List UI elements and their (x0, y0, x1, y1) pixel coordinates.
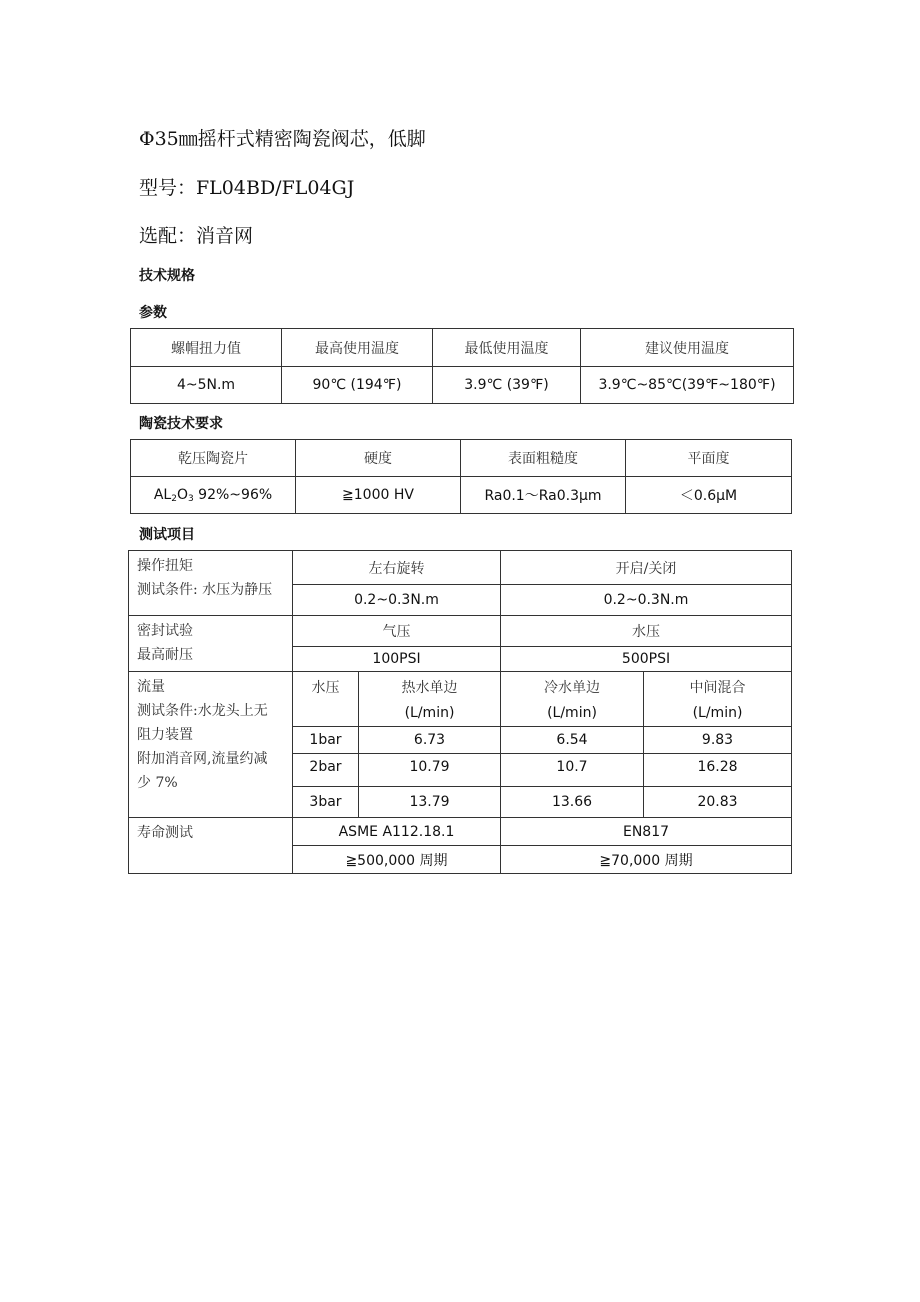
flow-pressure: 3bar (293, 787, 359, 818)
flow-mixed: 20.83 (644, 787, 792, 818)
torque-open-close-value: 0.2~0.3N.m (501, 585, 792, 616)
flow-header-hot-line1: 热水单边 (401, 680, 458, 696)
flow-cold: 6.54 (501, 727, 644, 754)
header-nut-torque: 螺帽扭力值 (131, 329, 282, 367)
flow-label (129, 672, 293, 818)
seal-water-header: 水压 (501, 616, 792, 647)
flow-hot: 10.79 (359, 754, 501, 787)
product-title: Φ35㎜摇杆式精密陶瓷阀芯，低脚 (139, 128, 426, 150)
seal-label (129, 616, 293, 672)
ceramic-header-row (131, 440, 792, 477)
life-en817-header: EN817 (501, 818, 792, 846)
seal-air-header: 气压 (293, 616, 501, 647)
header-min-temp: 最低使用温度 (433, 329, 581, 367)
flow-header-cold-line1: 冷水单边 (544, 680, 600, 696)
value-flatness: ＜0.6μM (626, 477, 792, 514)
torque-rotate-value: 0.2~0.3N.m (293, 585, 501, 616)
seal-air-value: 100PSI (293, 647, 501, 672)
ceramic-table (130, 439, 792, 514)
flow-mixed: 16.28 (644, 754, 792, 787)
flow-header-cold-unit: (L/min) (547, 705, 597, 721)
life-label-text: 寿命测试 (137, 825, 193, 841)
flow-cold: 13.66 (501, 787, 644, 818)
value-roughness: Ra0.1～Ra0.3μm (461, 477, 626, 514)
seal-label-line2: 最高耐压 (137, 647, 193, 663)
flow-header-mixed-unit: (L/min) (692, 705, 743, 721)
torque-label-line2: 测试条件: 水压为静压 (137, 582, 273, 598)
material-suffix: 92%~96% (193, 486, 273, 503)
torque-open-close-header: 开启/关闭 (501, 551, 792, 585)
life-label (129, 818, 293, 874)
torque-rotate-header: 左右旋转 (293, 551, 501, 585)
flow-hot: 6.73 (359, 727, 501, 754)
flow-label-line1: 流量 (137, 679, 165, 695)
flow-pressure: 2bar (293, 754, 359, 787)
flow-header-mixed (644, 672, 792, 727)
flow-header-pressure-text: 水压 (311, 680, 340, 696)
header-roughness: 表面粗糙度 (461, 440, 626, 477)
value-material (131, 477, 296, 514)
flow-label-line3: 阻力装置 (137, 727, 193, 743)
flow-label-line4: 附加消音网,流量约减 (137, 751, 268, 767)
params-value-row (131, 367, 794, 404)
section-ceramic-heading: 陶瓷技术要求 (139, 416, 223, 432)
seal-header-row (129, 616, 792, 647)
flow-header-cold (501, 672, 644, 727)
flow-header-hot-unit: (L/min) (404, 705, 455, 721)
material-subscript-1: 2 (171, 493, 177, 504)
flow-label-line5: 少 7% (137, 775, 178, 791)
flow-header-mixed-line1: 中间混合 (689, 680, 746, 696)
section-spec-heading: 技术规格 (139, 268, 195, 284)
flow-label-line2: 测试条件:水龙头上无 (137, 703, 268, 719)
params-table (130, 328, 794, 404)
material-subscript-2: 3 (188, 493, 194, 504)
torque-header-row (129, 551, 792, 585)
value-max-temp: 90℃ (194℉) (282, 367, 433, 404)
header-flatness: 平面度 (626, 440, 792, 477)
model-number: 型号：FL04BD/FL04GJ (139, 177, 355, 199)
flow-header-row (129, 672, 792, 727)
header-hardness: 硬度 (296, 440, 461, 477)
option-line: 选配：消音网 (139, 225, 254, 247)
value-min-temp: 3.9℃ (39℉) (433, 367, 581, 404)
header-ceramic-plate: 乾压陶瓷片 (131, 440, 296, 477)
header-recommended-temp: 建议使用温度 (581, 329, 794, 367)
seal-label-line1: 密封试验 (137, 623, 193, 639)
torque-label-line1: 操作扭矩 (137, 558, 193, 574)
flow-hot: 13.79 (359, 787, 501, 818)
value-hardness: ≧1000 HV (296, 477, 461, 514)
material-mid: O (176, 486, 188, 503)
torque-label (129, 551, 293, 616)
flow-header-pressure (293, 672, 359, 727)
flow-header-hot (359, 672, 501, 727)
flow-cold: 10.7 (501, 754, 644, 787)
value-recommended-temp: 3.9℃~85℃(39℉~180℉) (581, 367, 794, 404)
life-en817-value: ≧70,000 周期 (501, 846, 792, 874)
life-header-row (129, 818, 792, 846)
material-prefix: AL (153, 486, 172, 503)
ceramic-value-row (131, 477, 792, 514)
life-asme-header: ASME A112.18.1 (293, 818, 501, 846)
tests-table (128, 550, 792, 874)
section-tests-heading: 测试项目 (139, 527, 195, 543)
flow-pressure: 1bar (293, 727, 359, 754)
section-params-heading: 参数 (139, 305, 167, 321)
value-nut-torque: 4~5N.m (131, 367, 282, 404)
flow-mixed: 9.83 (644, 727, 792, 754)
seal-water-value: 500PSI (501, 647, 792, 672)
params-header-row (131, 329, 794, 367)
header-max-temp: 最高使用温度 (282, 329, 433, 367)
life-asme-value: ≧500,000 周期 (293, 846, 501, 874)
